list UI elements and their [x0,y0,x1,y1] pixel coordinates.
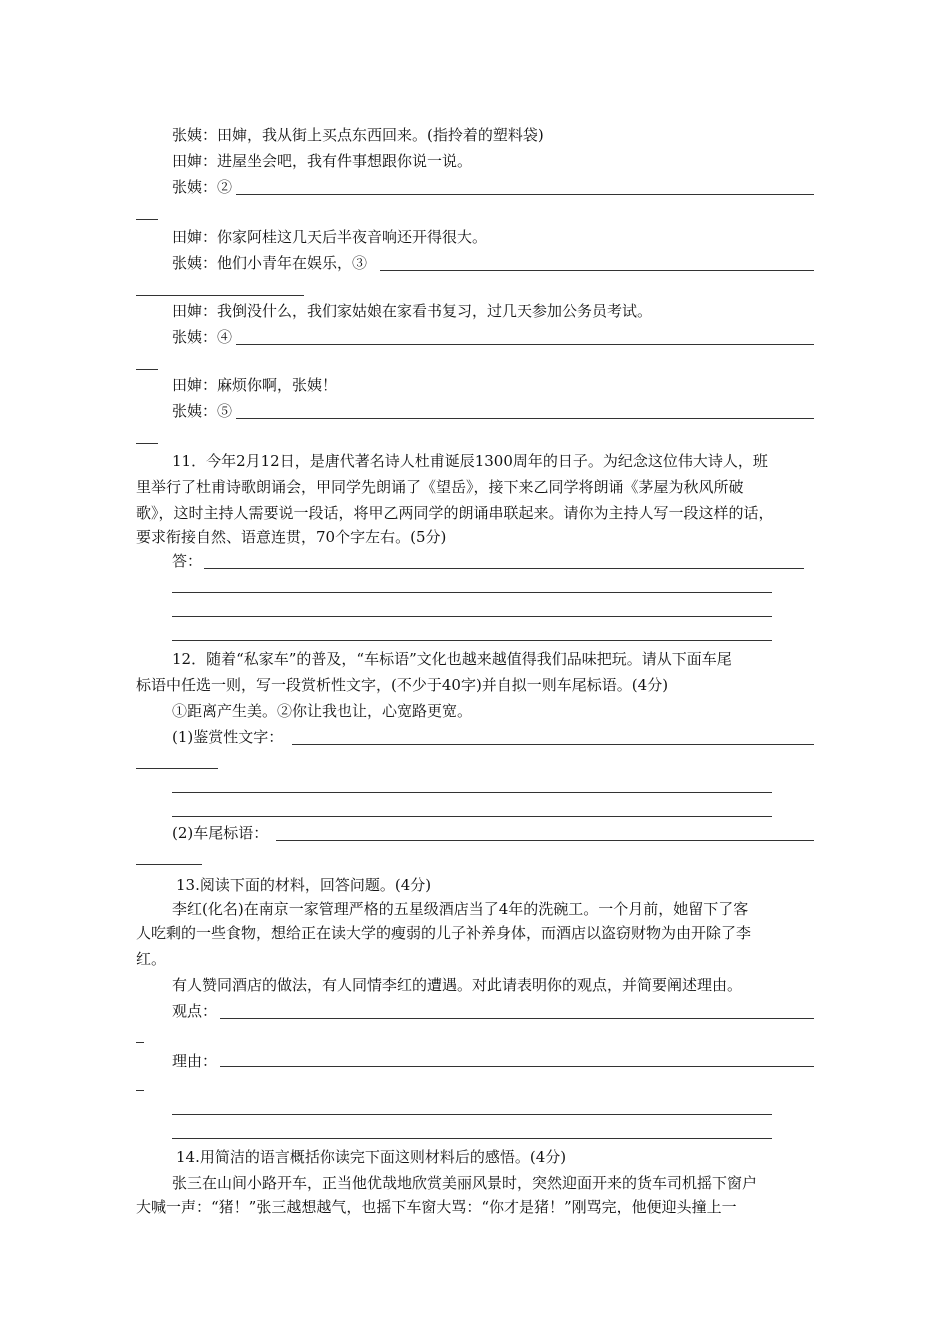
answer-blank [136,369,158,370]
question-12-part1-label: (1)鉴赏性文字： [172,728,284,746]
question-12-text: 12．随着“私家车”的普及，“车标语”文化也越来越值得我们品味把玩。请从下面车尾 [172,650,732,668]
viewpoint-label: 观点： [172,1002,218,1020]
answer-blank [172,592,772,593]
dialogue-line: 张姨：④ [172,328,233,346]
answer-blank [380,270,814,271]
dialogue-line: 张姨：⑤ [172,402,233,420]
answer-blank [220,1066,814,1067]
answer-blank [136,295,304,296]
answer-blank [204,568,804,569]
answer-blank [172,1114,772,1115]
question-13-text: 李红(化名)在南京一家管理严格的五星级酒店当了4年的洗碗工。一个月前，她留下了客 [172,900,749,918]
answer-blank [136,219,158,220]
question-12-part2-label: (2)车尾标语： [172,824,269,842]
reason-label: 理由： [172,1052,218,1070]
dialogue-line: 张姨：田婶，我从街上买点东西回来。(指拎着的塑料袋) [172,126,544,144]
question-11-text: 要求衔接自然、语意连贯，70个字左右。(5分) [136,528,447,546]
question-11-text: 里举行了杜甫诗歌朗诵会，甲同学先朗诵了《望岳》，接下来乙同学将朗诵《茅屋为秋风所破 [136,478,744,496]
dialogue-line: 张姨：他们小青年在娱乐，③ [172,254,368,272]
answer-blank [172,616,772,617]
answer-blank [220,1018,814,1019]
dialogue-line: 张姨：② [172,178,233,196]
question-11-text: 歌》，这时主持人需要说一段话，将甲乙两同学的朗诵串联起来。请你为主持人写一段这样的话， [136,504,774,522]
answer-blank [136,1042,144,1043]
answer-blank [136,1090,144,1091]
dialogue-line: 田婶：我倒没什么，我们家姑娘在家看书复习，过几天参加公务员考试。 [172,302,653,320]
answer-blank [236,344,814,345]
answer-blank [236,418,814,419]
question-14-text: 大喊一声：“猪！”张三越想越气，也摇下车窗大骂：“你才是猪！”刚骂完，他便迎头撞上一 [136,1198,737,1216]
answer-blank [136,864,202,865]
answer-blank [236,194,814,195]
answer-blank [136,443,158,444]
dialogue-line: 田婶：你家阿桂这几天后半夜音响还开得很大。 [172,228,488,246]
question-12-text: 标语中任选一则，写一段赏析性文字，(不少于40字)并自拟一则车尾标语。(4分) [136,676,669,694]
answer-blank [292,744,814,745]
question-13-text: 13.阅读下面的材料，回答问题。(4分) [176,876,432,894]
question-12-options: ①距离产生美。②你让我也让，心宽路更宽。 [172,702,473,720]
answer-blank [172,792,772,793]
question-11-text: 11．今年2月12日，是唐代著名诗人杜甫诞辰1300周年的日子。为纪念这位伟大诗人，班 [172,452,768,470]
question-13-text: 红。 [136,950,167,968]
dialogue-line: 田婶：进屋坐会吧，我有件事想跟你说一说。 [172,152,473,170]
answer-blank [136,768,218,769]
answer-label: 答： [172,552,203,570]
dialogue-line: 田婶：麻烦你啊，张姨！ [172,376,338,394]
question-14-text: 14.用简洁的语言概括你读完下面这则材料后的感悟。(4分) [176,1148,567,1166]
question-13-text: 有人赞同酒店的做法，有人同情李红的遭遇。对此请表明你的观点，并简要阐述理由。 [172,976,743,994]
question-14-text: 张三在山间小路开车，正当他优哉地欣赏美丽风景时，突然迎面开来的货车司机摇下窗户 [172,1174,758,1192]
question-13-text: 人吃剩的一些食物，想给正在读大学的瘦弱的儿子补养身体，而酒店以盗窃财物为由开除了李 [136,924,752,942]
answer-blank [172,816,772,817]
answer-blank [172,640,772,641]
answer-blank [276,840,814,841]
answer-blank [172,1138,772,1139]
